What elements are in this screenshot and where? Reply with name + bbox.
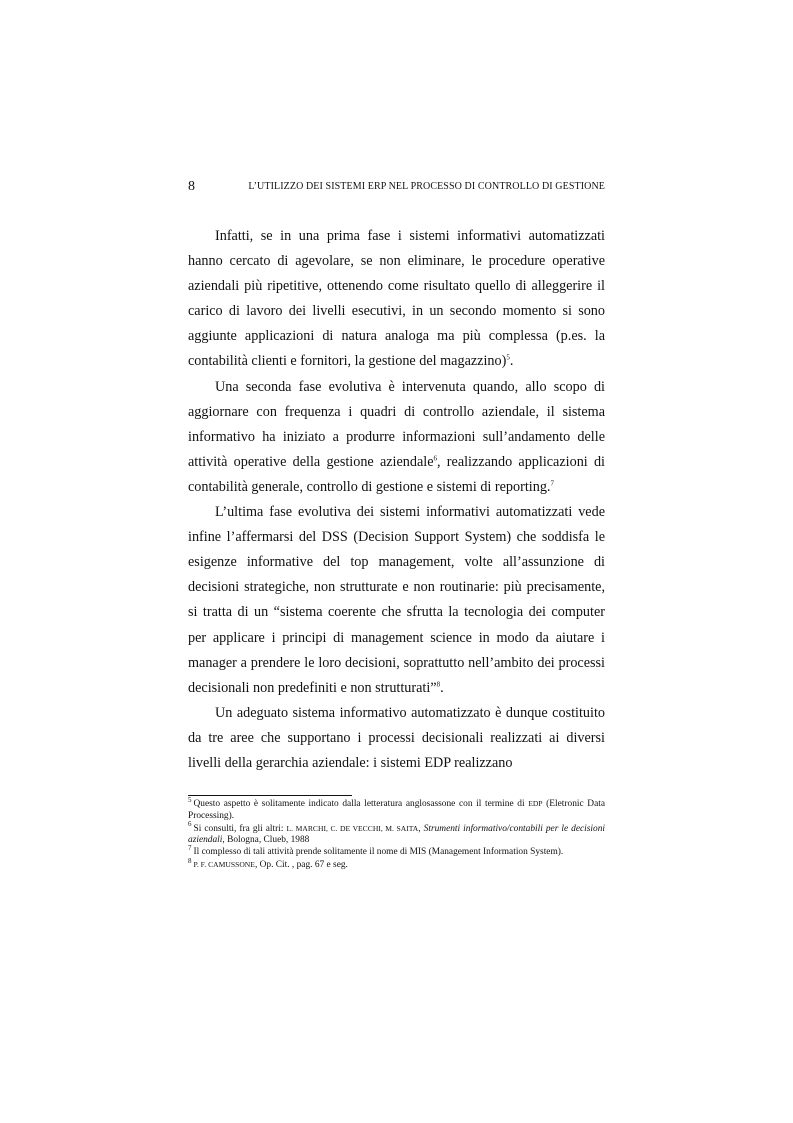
paragraph-2: Una seconda fase evolutiva è intervenuta quando, allo scopo di aggiornare con frequenza i quadri di controllo aziendale, il sistema informativo ha iniziato a produrre informazioni sull’andamento delle attività operative della gestione aziendale$^6$, realizzando applicazioni di contabilità generale, controllo di gestione e sistemi di reporting.$^7$ [188,378,605,495]
footnote-ref-5: 5 [506,353,510,362]
footnote-7: $^7$ Il complesso di tali attività prende solitamente il nome di MIS (Management Information System). [188,844,564,858]
footnote-rule [188,795,352,796]
running-head: L’UTILIZZO DEI SISTEMI ERP NEL PROCESSO DI CONTROLLO DI GESTIONE [248,181,605,192]
footnote-6: $^6$ Si consulti, fra gli altri: L. MARCHI, C. DE VECCHI, M. SAITA, Strumenti informativo/contabili per le decisioni aziendali, Bologna, Clueb, 1988 [188,820,606,846]
footnote-ref-7: 7 [550,479,554,488]
footnotes [188,795,606,872]
paragraph-4: Un adeguato sistema informativo automatizzato è dunque costituito da tre aree che supportano i processi decisionali realizzati ai diversi livelli della gerarchia aziendale: i sistemi EDP realizzano [188,704,605,771]
paragraph-1: Infatti, se in una prima fase i sistemi informativi automatizzati hanno cercato di agevolare, se non eliminare, le procedure operative aziendali più ripetitive, ottenendo come risultato quello di alleggerire il carico di lavoro dei livelli esecutivi, in un secondo momento si sono aggiunte applicazioni di natura analoga ma più complessa (p.es. la contabilità clienti e fornitori, la gestione del magazzino)$^5$. [188,228,605,370]
footnote-5: $^5$ Questo aspetto è solitamente indicato dalla letteratura anglosassone con il termine di EDP (Eletronic Data Processing). [188,795,605,821]
footnote-ref-6: 6 [433,454,438,463]
footnote-8: $^8$ P. F. CAMUSSONE, Op. Cit. , pag. 67 e seg. [188,856,348,870]
footnote-ref-8: 8 [436,679,441,688]
body-text [188,224,605,776]
page-number: 8 [188,179,195,194]
paragraph-3: L’ultima fase evolutiva dei sistemi informativi automatizzati vede infine l’affermarsi del DSS (Decision Support System) che soddisfa le esigenze informative del top management, volte all’assunzione di decisioni strategiche, non strutturate e non routinarie: più precisamente, si tratta di un “sistema coerente che sfrutta la tecnologia dei computer per applicare i principi di management science in modo da aiutare i manager a prendere le loro decisioni, soprattutto nell’ambito dei processi decisionali non predefiniti e non strutturati”$^8$. [188,504,605,696]
